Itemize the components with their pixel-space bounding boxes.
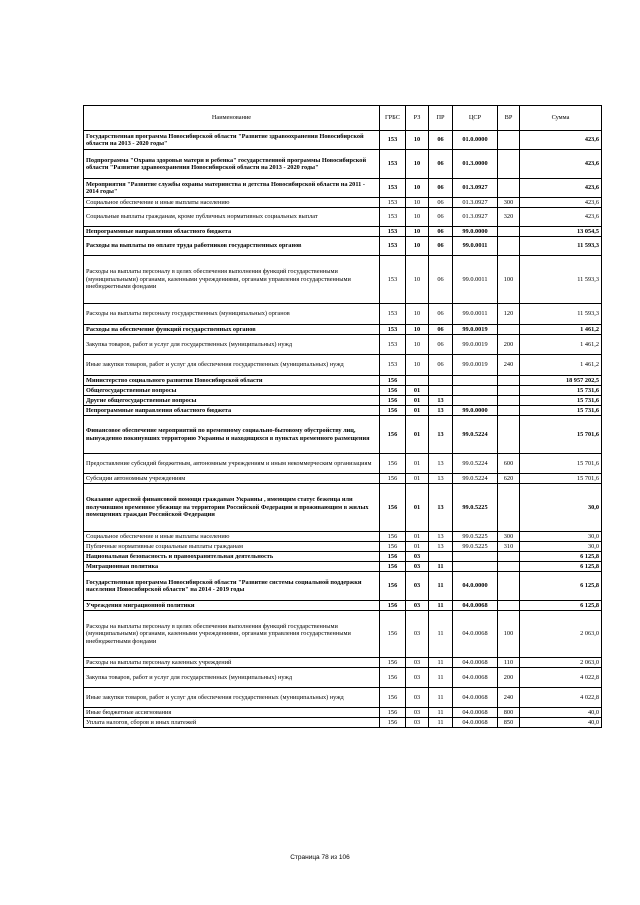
table-row — [84, 376, 602, 386]
cell-sum: 6 125,8 — [520, 562, 602, 572]
cell-rz: 03 — [406, 668, 429, 688]
cell-csr: 99.0.0019 — [453, 335, 498, 355]
cell-csr: 99.0.5225 — [453, 542, 498, 552]
cell-grbs: 156 — [380, 708, 406, 718]
cell-pr: 06 — [429, 335, 453, 355]
cell-grbs: 153 — [380, 355, 406, 376]
cell-sum: 30,0 — [520, 532, 602, 542]
cell-grbs: 153 — [380, 256, 406, 304]
cell-grbs: 156 — [380, 532, 406, 542]
cell-rz: 10 — [406, 208, 429, 227]
cell-name: Предоставление субсидий бюджетным, автономным учреждениям и иным некоммерческим организациям — [84, 454, 380, 474]
cell-pr: 13 — [429, 406, 453, 416]
cell-sum: 2 063,0 — [520, 611, 602, 658]
table-row — [84, 542, 602, 552]
cell-vr: 300 — [498, 532, 520, 542]
table-row — [84, 131, 602, 150]
table-row — [84, 454, 602, 474]
cell-grbs: 153 — [380, 150, 406, 179]
cell-pr: 11 — [429, 611, 453, 658]
table-row — [84, 668, 602, 688]
header-vr: ВР — [498, 106, 520, 131]
cell-rz: 01 — [406, 406, 429, 416]
cell-pr: 11 — [429, 601, 453, 611]
cell-name: Закупка товаров, работ и услуг для государственных (муниципальных) нужд — [84, 335, 380, 355]
cell-rz: 10 — [406, 227, 429, 237]
cell-pr: 06 — [429, 208, 453, 227]
cell-grbs: 153 — [380, 237, 406, 256]
cell-vr: 200 — [498, 335, 520, 355]
cell-sum: 423,6 — [520, 150, 602, 179]
cell-pr: 06 — [429, 179, 453, 198]
cell-pr — [429, 376, 453, 386]
cell-pr: 06 — [429, 131, 453, 150]
table-row — [84, 386, 602, 396]
cell-rz: 01 — [406, 386, 429, 396]
cell-csr: 01.3.0927 — [453, 179, 498, 198]
cell-sum: 1 461,2 — [520, 335, 602, 355]
cell-vr — [498, 325, 520, 335]
cell-pr: 11 — [429, 708, 453, 718]
cell-name: Государственная программа Новосибирской области "Развитие здравоохранения Новосибирской области на 2013 - 2020 годы" — [84, 131, 380, 150]
cell-rz: 10 — [406, 179, 429, 198]
cell-csr — [453, 396, 498, 406]
cell-grbs: 153 — [380, 208, 406, 227]
cell-rz: 10 — [406, 131, 429, 150]
cell-grbs: 156 — [380, 416, 406, 454]
cell-csr: 99.0.5225 — [453, 532, 498, 542]
table-row — [84, 198, 602, 208]
cell-csr: 01.0.0000 — [453, 131, 498, 150]
cell-rz: 01 — [406, 416, 429, 454]
cell-sum: 1 461,2 — [520, 325, 602, 335]
cell-vr: 200 — [498, 668, 520, 688]
table-row — [84, 708, 602, 718]
cell-grbs: 156 — [380, 611, 406, 658]
cell-rz: 01 — [406, 396, 429, 406]
cell-name: Финансовое обеспечение мероприятий по временному социально-бытовому обустройству лиц, вынужденно покинувших территорию Украины и находящихся в пунктах временного размещения — [84, 416, 380, 454]
table-row — [84, 572, 602, 601]
cell-csr: 01.3.0000 — [453, 150, 498, 179]
cell-vr — [498, 484, 520, 532]
cell-sum: 15 731,6 — [520, 396, 602, 406]
cell-pr: 06 — [429, 198, 453, 208]
cell-vr — [498, 562, 520, 572]
table-row — [84, 416, 602, 454]
cell-rz: 03 — [406, 611, 429, 658]
cell-rz: 03 — [406, 658, 429, 668]
cell-name: Учреждения миграционной политики — [84, 601, 380, 611]
cell-vr — [498, 416, 520, 454]
table-row — [84, 208, 602, 227]
cell-name: Расходы на выплаты персоналу в целях обеспечения выполнения функций государственными (муниципальными) органами, казенными учреждениями, органами управления государственными внебюджетными фондами — [84, 611, 380, 658]
table-row — [84, 474, 602, 484]
cell-rz: 10 — [406, 304, 429, 325]
cell-pr: 06 — [429, 355, 453, 376]
cell-pr — [429, 386, 453, 396]
cell-sum: 15 731,6 — [520, 386, 602, 396]
header-name: Наименование — [84, 106, 380, 131]
cell-grbs: 156 — [380, 562, 406, 572]
cell-sum: 6 125,8 — [520, 552, 602, 562]
cell-name: Государственная программа Новосибирской области "Развитие системы социальной поддержки населения Новосибирской области" на 2014 - 2019 годы — [84, 572, 380, 601]
cell-sum: 423,6 — [520, 208, 602, 227]
cell-pr: 13 — [429, 416, 453, 454]
cell-sum: 11 593,3 — [520, 256, 602, 304]
cell-csr: 99.0.0019 — [453, 325, 498, 335]
cell-sum: 30,0 — [520, 542, 602, 552]
cell-rz: 03 — [406, 708, 429, 718]
table-body — [84, 131, 602, 728]
cell-name: Другие общегосударственные вопросы — [84, 396, 380, 406]
cell-grbs: 153 — [380, 227, 406, 237]
cell-csr — [453, 552, 498, 562]
cell-csr: 99.0.5224 — [453, 474, 498, 484]
cell-grbs: 156 — [380, 658, 406, 668]
cell-pr: 11 — [429, 562, 453, 572]
cell-sum: 40,0 — [520, 708, 602, 718]
cell-name: Мероприятия "Развитие службы охраны материнства и детства Новосибирской области на 2011 - 2014 годы" — [84, 179, 380, 198]
cell-name: Расходы на выплаты персоналу в целях обеспечения выполнения функций государственными (муниципальными) органами, казенными учреждениями, органами управления государственными внебюджетными фондами — [84, 256, 380, 304]
cell-csr: 04.0.0068 — [453, 658, 498, 668]
cell-grbs: 156 — [380, 601, 406, 611]
header-grbs: ГРБС — [380, 106, 406, 131]
cell-csr — [453, 562, 498, 572]
cell-csr: 99.0.5225 — [453, 484, 498, 532]
cell-vr: 800 — [498, 708, 520, 718]
cell-csr: 04.0.0068 — [453, 601, 498, 611]
cell-vr — [498, 131, 520, 150]
cell-rz: 10 — [406, 237, 429, 256]
header-rz: РЗ — [406, 106, 429, 131]
cell-vr: 240 — [498, 355, 520, 376]
table-row — [84, 335, 602, 355]
cell-pr: 06 — [429, 304, 453, 325]
cell-vr — [498, 406, 520, 416]
table-row — [84, 237, 602, 256]
cell-grbs: 156 — [380, 552, 406, 562]
cell-name: Субсидии автономным учреждениям — [84, 474, 380, 484]
cell-rz: 03 — [406, 552, 429, 562]
cell-rz: 03 — [406, 601, 429, 611]
cell-sum: 15 701,6 — [520, 416, 602, 454]
cell-rz: 03 — [406, 688, 429, 708]
cell-csr: 99.0.5224 — [453, 416, 498, 454]
cell-grbs: 156 — [380, 376, 406, 386]
cell-vr: 850 — [498, 718, 520, 728]
cell-name: Уплата налогов, сборов и иных платежей — [84, 718, 380, 728]
cell-sum: 18 957 202,5 — [520, 376, 602, 386]
cell-pr: 06 — [429, 325, 453, 335]
cell-rz: 10 — [406, 256, 429, 304]
cell-rz: 01 — [406, 532, 429, 542]
cell-sum: 13 054,5 — [520, 227, 602, 237]
cell-sum: 40,0 — [520, 718, 602, 728]
cell-name: Социальные выплаты гражданам, кроме публичных нормативных социальных выплат — [84, 208, 380, 227]
cell-grbs: 156 — [380, 542, 406, 552]
table-row — [84, 484, 602, 532]
cell-pr: 11 — [429, 668, 453, 688]
cell-sum: 2 063,0 — [520, 658, 602, 668]
cell-pr: 06 — [429, 256, 453, 304]
cell-vr: 240 — [498, 688, 520, 708]
table-row — [84, 355, 602, 376]
cell-grbs: 156 — [380, 474, 406, 484]
table-row — [84, 325, 602, 335]
cell-vr: 300 — [498, 198, 520, 208]
cell-vr: 620 — [498, 474, 520, 484]
cell-vr — [498, 396, 520, 406]
cell-grbs: 156 — [380, 386, 406, 396]
cell-csr: 99.0.0011 — [453, 256, 498, 304]
cell-grbs: 153 — [380, 325, 406, 335]
cell-grbs: 156 — [380, 454, 406, 474]
cell-sum: 11 593,3 — [520, 237, 602, 256]
cell-name: Расходы на выплаты по оплате труда работников государственных органов — [84, 237, 380, 256]
cell-csr: 99.0.0000 — [453, 406, 498, 416]
cell-pr: 13 — [429, 474, 453, 484]
cell-name: Национальная безопасность и правоохранительная деятельность — [84, 552, 380, 562]
cell-pr: 13 — [429, 454, 453, 474]
cell-pr: 11 — [429, 688, 453, 708]
cell-csr: 04.0.0000 — [453, 572, 498, 601]
table-row — [84, 256, 602, 304]
cell-sum: 4 022,8 — [520, 668, 602, 688]
cell-rz: 01 — [406, 474, 429, 484]
cell-pr: 13 — [429, 532, 453, 542]
cell-rz — [406, 376, 429, 386]
cell-grbs: 153 — [380, 198, 406, 208]
cell-name: Иные бюджетные ассигнования — [84, 708, 380, 718]
cell-csr: 04.0.0068 — [453, 708, 498, 718]
cell-name: Расходы на обеспечение функций государственных органов — [84, 325, 380, 335]
table-header-row — [84, 106, 602, 131]
header-csr: ЦСР — [453, 106, 498, 131]
cell-name: Расходы на выплаты персоналу государственных (муниципальных) органов — [84, 304, 380, 325]
cell-rz: 10 — [406, 325, 429, 335]
cell-name: Подпрограмма "Охрана здоровья матери и ребенка" государственной программы Новосибирской области "Развитие здравоохранения Новосибирской области на 2013 - 2020 годы" — [84, 150, 380, 179]
cell-pr — [429, 552, 453, 562]
cell-pr: 13 — [429, 542, 453, 552]
cell-sum: 15 701,6 — [520, 474, 602, 484]
cell-csr: 01.3.0927 — [453, 198, 498, 208]
cell-grbs: 153 — [380, 304, 406, 325]
cell-pr: 06 — [429, 237, 453, 256]
cell-csr: 99.0.0011 — [453, 304, 498, 325]
cell-sum: 6 125,8 — [520, 601, 602, 611]
table-row — [84, 406, 602, 416]
cell-pr: 13 — [429, 484, 453, 532]
cell-pr: 13 — [429, 396, 453, 406]
table-row — [84, 688, 602, 708]
cell-sum: 6 125,8 — [520, 572, 602, 601]
cell-grbs: 156 — [380, 718, 406, 728]
cell-csr: 99.0.5224 — [453, 454, 498, 474]
cell-name: Министерство социального развития Новосибирской области — [84, 376, 380, 386]
cell-vr: 100 — [498, 611, 520, 658]
table-row — [84, 601, 602, 611]
cell-grbs: 156 — [380, 484, 406, 532]
cell-pr: 11 — [429, 572, 453, 601]
cell-vr — [498, 237, 520, 256]
cell-pr: 11 — [429, 658, 453, 668]
cell-rz: 10 — [406, 355, 429, 376]
cell-rz: 10 — [406, 335, 429, 355]
cell-name: Непрограммные направления областного бюджета — [84, 406, 380, 416]
table-row — [84, 396, 602, 406]
cell-pr: 11 — [429, 718, 453, 728]
cell-vr: 120 — [498, 304, 520, 325]
table-row — [84, 611, 602, 658]
cell-csr: 01.3.0927 — [453, 208, 498, 227]
page-number: Страница 78 из 106 — [290, 854, 350, 861]
cell-name: Публичные нормативные социальные выплаты гражданам — [84, 542, 380, 552]
table-row — [84, 179, 602, 198]
cell-csr: 04.0.0068 — [453, 688, 498, 708]
cell-rz: 01 — [406, 484, 429, 532]
cell-name: Социальное обеспечение и иные выплаты населению — [84, 198, 380, 208]
cell-grbs: 156 — [380, 572, 406, 601]
cell-grbs: 156 — [380, 396, 406, 406]
cell-pr: 06 — [429, 150, 453, 179]
cell-vr: 110 — [498, 658, 520, 668]
cell-vr: 100 — [498, 256, 520, 304]
cell-grbs: 153 — [380, 131, 406, 150]
table-row — [84, 304, 602, 325]
cell-sum: 4 022,8 — [520, 688, 602, 708]
cell-vr: 320 — [498, 208, 520, 227]
cell-csr: 99.0.0011 — [453, 237, 498, 256]
cell-grbs: 156 — [380, 688, 406, 708]
cell-vr: 310 — [498, 542, 520, 552]
cell-vr — [498, 386, 520, 396]
cell-csr: 04.0.0068 — [453, 668, 498, 688]
table-row — [84, 562, 602, 572]
cell-name: Иные закупки товаров, работ и услуг для обеспечения государственных (муниципальных) нужд — [84, 355, 380, 376]
cell-grbs: 156 — [380, 406, 406, 416]
cell-rz: 03 — [406, 562, 429, 572]
cell-sum: 423,6 — [520, 179, 602, 198]
cell-csr — [453, 386, 498, 396]
cell-vr: 600 — [498, 454, 520, 474]
cell-sum: 423,6 — [520, 198, 602, 208]
cell-csr — [453, 376, 498, 386]
table-row — [84, 227, 602, 237]
cell-csr: 99.0.0000 — [453, 227, 498, 237]
cell-name: Социальное обеспечение и иные выплаты населению — [84, 532, 380, 542]
cell-name: Иные закупки товаров, работ и услуг для обеспечения государственных (муниципальных) нужд — [84, 688, 380, 708]
cell-csr: 04.0.0068 — [453, 611, 498, 658]
cell-csr: 99.0.0019 — [453, 355, 498, 376]
header-pr: ПР — [429, 106, 453, 131]
cell-sum: 1 461,2 — [520, 355, 602, 376]
cell-rz: 01 — [406, 454, 429, 474]
cell-name: Расходы на выплаты персоналу казенных учреждений — [84, 658, 380, 668]
cell-sum: 11 593,3 — [520, 304, 602, 325]
cell-csr: 04.0.0068 — [453, 718, 498, 728]
cell-sum: 15 701,6 — [520, 454, 602, 474]
cell-sum: 423,6 — [520, 131, 602, 150]
cell-vr — [498, 227, 520, 237]
cell-name: Закупка товаров, работ и услуг для государственных (муниципальных) нужд — [84, 668, 380, 688]
cell-pr: 06 — [429, 227, 453, 237]
cell-grbs: 156 — [380, 668, 406, 688]
cell-name: Непрограммные направления областного бюджета — [84, 227, 380, 237]
table-row — [84, 552, 602, 562]
cell-vr — [498, 572, 520, 601]
cell-name: Миграционная политика — [84, 562, 380, 572]
cell-rz: 10 — [406, 150, 429, 179]
cell-vr — [498, 376, 520, 386]
cell-sum: 15 731,6 — [520, 406, 602, 416]
cell-rz: 01 — [406, 542, 429, 552]
table-row — [84, 150, 602, 179]
budget-table — [83, 105, 602, 728]
cell-vr — [498, 601, 520, 611]
table-row — [84, 532, 602, 542]
cell-vr — [498, 552, 520, 562]
header-sum: Сумма — [520, 106, 602, 131]
cell-vr — [498, 179, 520, 198]
cell-rz: 10 — [406, 198, 429, 208]
cell-grbs: 153 — [380, 335, 406, 355]
cell-rz: 03 — [406, 572, 429, 601]
cell-rz: 03 — [406, 718, 429, 728]
cell-vr — [498, 150, 520, 179]
cell-grbs: 153 — [380, 179, 406, 198]
cell-name: Оказание адресной финансовой помощи гражданам Украины , имеющим статус беженца или получившим временное убежище на территории Российской Федерации и проживающим в жилых помещениях граждан Российской Федерации — [84, 484, 380, 532]
cell-sum: 30,0 — [520, 484, 602, 532]
table-row — [84, 658, 602, 668]
cell-name: Общегосударственные вопросы — [84, 386, 380, 396]
table-row — [84, 718, 602, 728]
